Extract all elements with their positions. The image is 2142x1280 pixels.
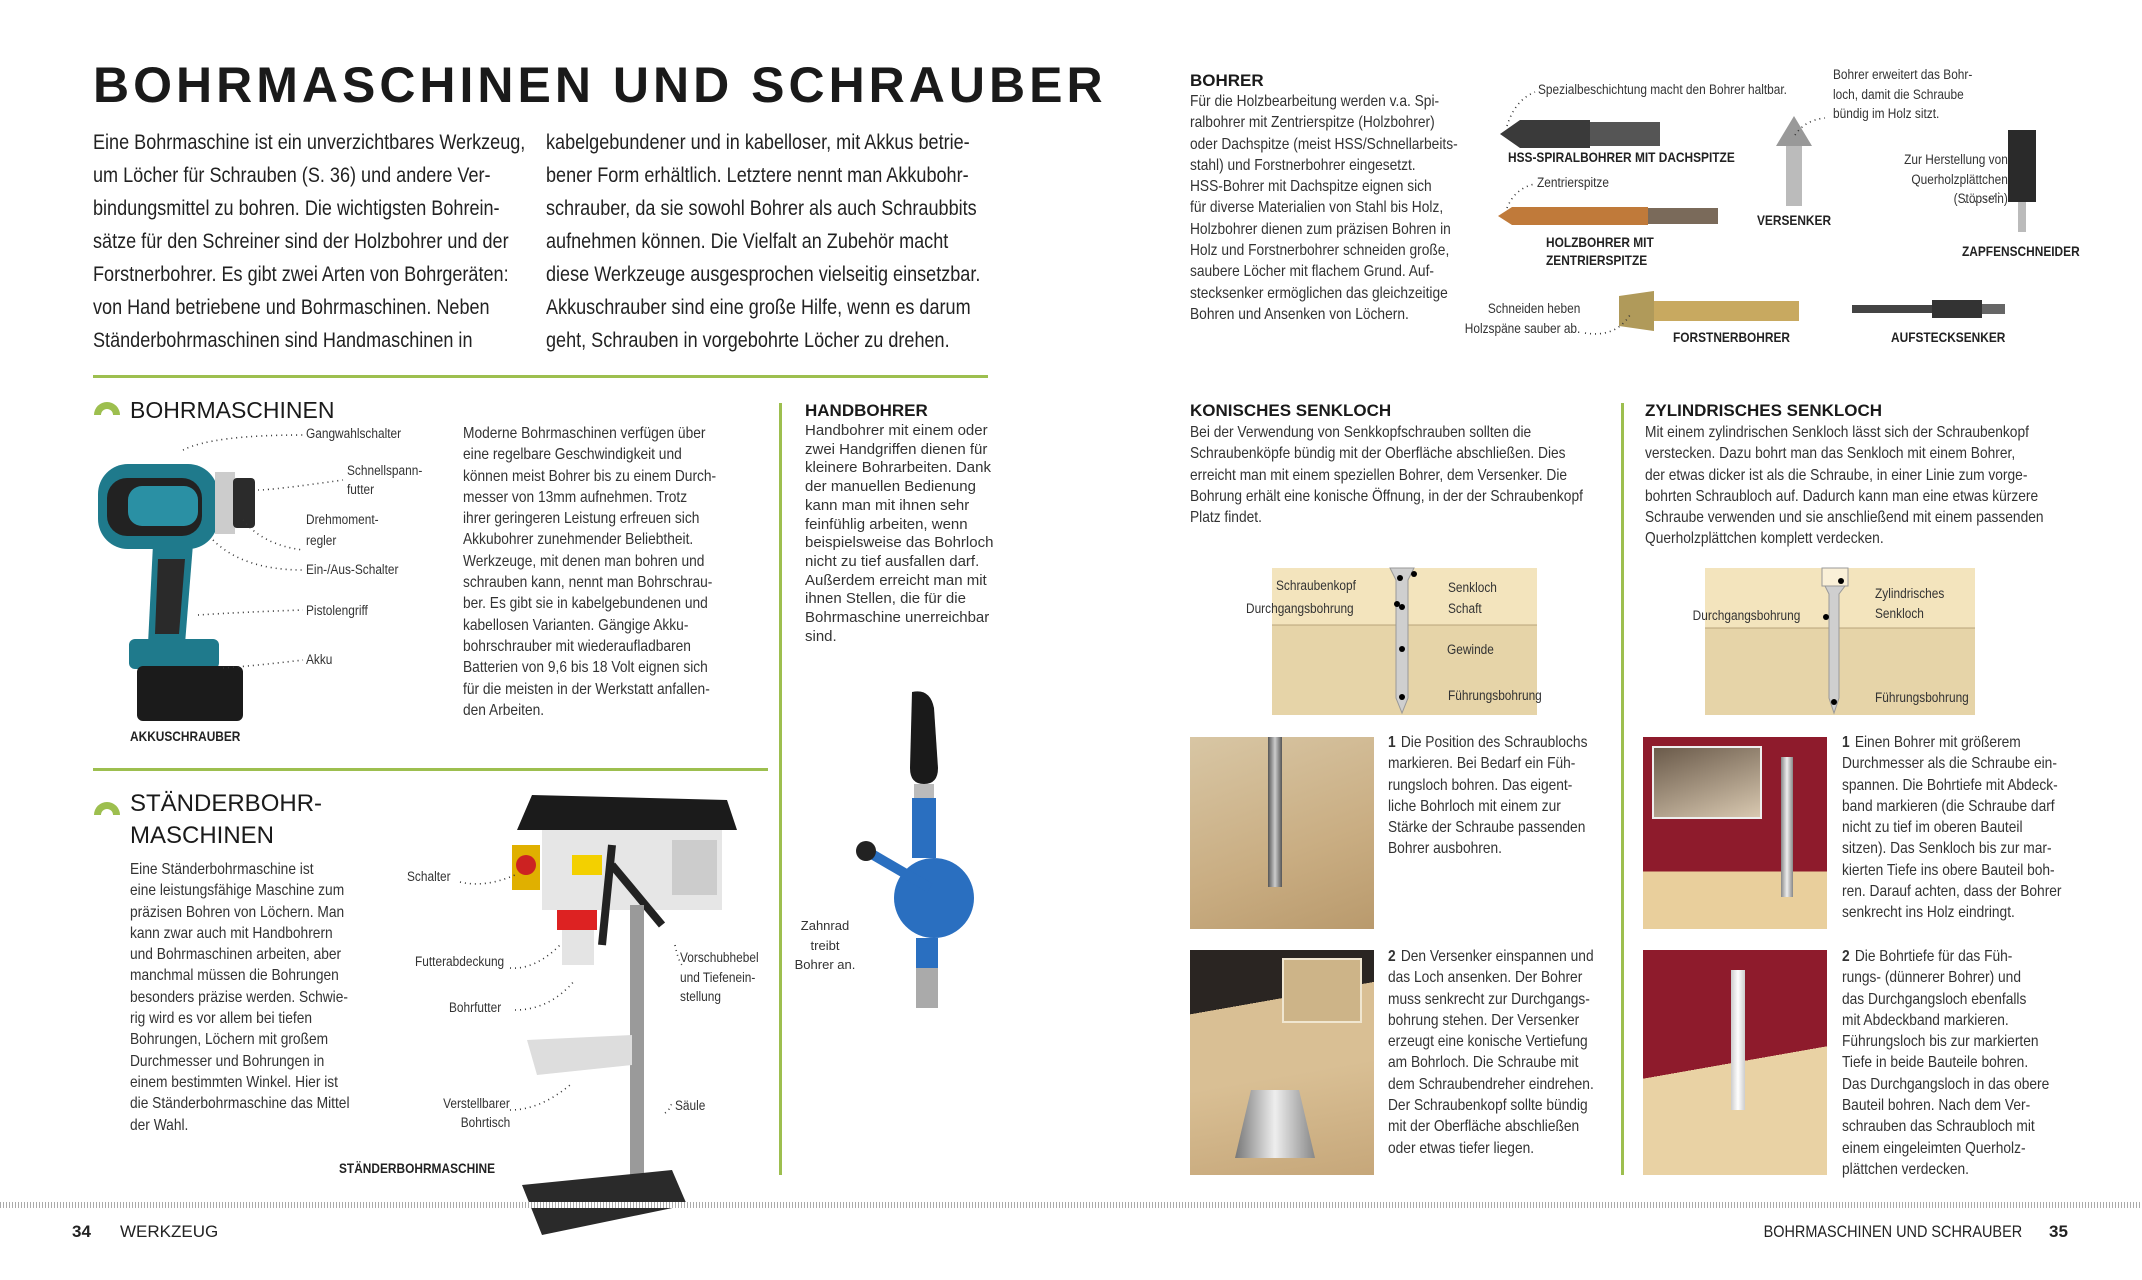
text-line: sitzen). Das Senkloch bis zur mar- <box>1842 840 2052 858</box>
text-line: bener Form erhältlich. Letztere nennt man Akkubohr- <box>546 164 969 187</box>
text-line: Durchmesser als die Schraube ein- <box>1842 755 2057 773</box>
text-line: Eine Bohrmaschine ist ein unverzichtbares Werkzeug, <box>93 131 526 154</box>
callout-lines-drill <box>93 430 323 680</box>
step-number: 1 <box>1388 734 1396 751</box>
text-line: bindungsmittel zu bohren. Die wichtigsten Bohrein- <box>93 197 500 220</box>
diagram-label-durchgangsbohrung: Durchgangsbohrung <box>1246 601 1354 616</box>
text-line: erzeugt eine konische Vertiefung <box>1388 1033 1588 1051</box>
text-line: Führungsloch bis zur markierten <box>1842 1033 2039 1051</box>
caption-forstnerbohrer: FORSTNERBOHRER <box>1673 329 1791 345</box>
text-line: diese Werkzeuge ausgesprochen vielseitig einsetzbar. <box>546 263 981 286</box>
note-herstellung <box>1904 150 2008 209</box>
text-line: können meist Bohrer bis zu einem Durch- <box>463 467 717 485</box>
text-line: Moderne Bohrmaschinen verfügen über <box>463 425 706 442</box>
text-line: am Bohrloch. Die Schraube mit <box>1388 1054 1579 1072</box>
handbohrer-body <box>805 422 993 646</box>
text-line: ihnen Stellen, die für die <box>805 590 966 608</box>
label-saeule: Säule <box>675 1098 706 1113</box>
label-schalter: Schalter <box>407 869 451 884</box>
diagram-label-senkloch: Senkloch <box>1448 580 1497 595</box>
text-line: Forstnerbohrer. Es gibt zwei Arten von Bohrgeräten: <box>93 263 509 286</box>
diagram-label-zylindrisches-1: Zylindrisches <box>1875 586 1945 601</box>
photo-countersinking <box>1190 950 1374 1175</box>
text-line: Für die Holzbearbeitung werden v.a. Spi- <box>1190 93 1440 110</box>
divider-vertical <box>779 403 782 1175</box>
text-line: Schneiden heben <box>1487 301 1580 316</box>
text-line: der Wahl. <box>130 1116 189 1134</box>
text-line: ber. Es gibt sie in kabelgebundenen und <box>463 595 708 613</box>
konisch-step-2 <box>1388 946 1594 1159</box>
label-zahnrad <box>780 916 870 975</box>
text-line: Bohrungen, Löchern mit großem <box>130 1031 329 1049</box>
divider <box>93 375 988 378</box>
text-line: stecksenker ermöglichen das gleichzeitige <box>1190 284 1448 302</box>
text-line: messer von 13mm aufnehmen. Trotz <box>463 488 688 506</box>
step-text <box>1388 946 1594 1159</box>
text-line: beispielsweise das Bohrloch <box>805 534 994 552</box>
text-line: das Loch ansenken. Der Bohrer <box>1388 969 1583 987</box>
text-line: einem eingeleimten Querholz- <box>1842 1139 2026 1157</box>
note-bohrer-erweitert <box>1833 65 1972 124</box>
intro-column-2 <box>546 126 980 357</box>
label-vorschubhebel-2: und Tiefenein- <box>680 970 756 985</box>
diagram-label-durchgangsbohrung: Durchgangsbohrung <box>1692 608 1800 623</box>
bohrer-body <box>1190 91 1458 325</box>
text-line: Akkubohrer zunehmender Beliebtheit. <box>463 531 694 549</box>
text-line: verstecken. Dazu bohrt man das Senkloch mit einem Bohrer, <box>1645 445 2016 463</box>
text-line: schrauben kann, nennt man Bohrschrau- <box>463 574 713 592</box>
label-bohrtisch-1: Verstellbarer <box>443 1096 510 1111</box>
text-line: HSS-Bohrer mit Dachspitze eignen sich <box>1190 178 1432 196</box>
label-bohrfutter: Bohrfutter <box>449 1000 502 1015</box>
text-line: der etwas dicker ist als die Schraube, in einer Linie zum vorge- <box>1645 466 2028 484</box>
divider <box>93 768 768 771</box>
zylindrisch-step-2 <box>1842 946 2049 1180</box>
text-line: schrauben das Schraubloch mit <box>1842 1118 2035 1136</box>
text-line: kabellosen Varianten. Gängige Akku- <box>463 616 689 634</box>
text-line: bündig im Holz sitzt. <box>1833 106 1940 121</box>
label-ein-aus-schalter: Ein-/Aus-Schalter <box>306 562 399 577</box>
text-line: eine leistungsfähige Maschine zum <box>130 882 345 900</box>
diagram-label-schaft: Schaft <box>1448 601 1482 616</box>
text-line: bohrung stehen. Der Versenker <box>1388 1011 1580 1029</box>
text-line: ralbohrer mit Zentrierspitze (Holzbohrer) <box>1190 114 1435 132</box>
text-line: erreicht man mit einem speziellen Bohrer, dem Versenker. Die <box>1190 466 1568 484</box>
text-line: Zur Herstellung von <box>1904 152 2008 167</box>
intro-column-1 <box>93 126 525 357</box>
text-line: Querholzplättchen <box>1911 171 2008 187</box>
text-line: mit der Oberfläche abschließen <box>1388 1118 1580 1136</box>
text-line: kann man mit ihnen sehr <box>805 496 970 514</box>
page-title: BOHRMASCHINEN UND SCHRAUBER <box>93 57 1107 113</box>
section-heading-handbohrer: HANDBOHRER <box>805 401 928 420</box>
text-line: einem bestimmten Winkel. Hier ist <box>130 1073 338 1091</box>
text-line: mit Abdeckband markieren. <box>1842 1011 2009 1029</box>
text-line: geht, Schrauben in vorgebohrte Löcher zu drehen. <box>546 329 950 352</box>
text-line: die Ständerbohrmaschine das Mittel <box>130 1095 350 1113</box>
photo-counterbore-drilling <box>1643 737 1827 929</box>
label-drehmomentregler-2: regler <box>306 533 337 548</box>
text-line: Holzbohrer dienen zum präzisen Bohren in <box>1190 220 1451 238</box>
label-schnellspannfutter-1: Schnellspann- <box>347 463 423 478</box>
diagram-label-gewinde: Gewinde <box>1447 642 1494 657</box>
bohrmaschinen-body <box>463 423 716 721</box>
caption-holzbohrer-2: ZENTRIERSPITZE <box>1546 252 1648 268</box>
text-line: treibt <box>810 937 840 953</box>
text-line: eine regelbare Geschwindigkeit und <box>463 446 682 464</box>
text-line: Zahnrad <box>800 918 850 933</box>
text-line: für die meisten in der Werkstatt anfallen- <box>463 680 710 698</box>
text-line: loch, damit die Schraube <box>1833 86 1964 102</box>
step-number: 2 <box>1388 948 1396 965</box>
label-pistolengriff: Pistolengriff <box>306 603 368 618</box>
text-line: Der Schraubenkopf sollte bündig <box>1388 1097 1588 1115</box>
text-line: den Arbeiten. <box>463 701 545 719</box>
text-line: um Löcher für Schrauben (S. 36) und andere Ver- <box>93 164 491 187</box>
text-line: band markieren (die Schraube darf <box>1842 797 2055 815</box>
caption-staenderbohrmaschine: STÄNDERBOHRMASCHINE <box>339 1160 496 1176</box>
text-line: Platz findet. <box>1190 509 1262 527</box>
text-line: Einen Bohrer mit größerem <box>1854 734 2021 751</box>
saw-blade-icon <box>93 398 121 416</box>
text-line: manchmal müssen die Bohrungen <box>130 967 339 985</box>
konisch-step-1 <box>1388 732 1588 860</box>
text-line: zwei Handgriffen dienen für <box>805 440 988 458</box>
section-heading-staender-1: STÄNDERBOHR- <box>130 790 323 817</box>
section-heading-bohrer: BOHRER <box>1190 71 1264 90</box>
section-heading-konisch: KONISCHES SENKLOCH <box>1190 401 1392 420</box>
text-line: Eine Ständerbohrmaschine ist <box>130 861 314 878</box>
zylindrisch-body <box>1645 422 2044 550</box>
section-heading-staender-2: MASCHINEN <box>130 822 275 849</box>
caption-aufstecksenker: AUFSTECKSENKER <box>1891 329 2006 345</box>
text-line: Bauteil bohren. Nach dem Ver- <box>1842 1097 2031 1115</box>
text-line: Bohrung erhält eine konische Öffnung, in der der Schraubenkopf <box>1190 487 1583 505</box>
label-futterabdeckung: Futterabdeckung <box>415 954 505 969</box>
text-line: stahl) und Forstnerbohrer eingesetzt. <box>1190 156 1416 174</box>
text-line: sind. <box>805 627 837 645</box>
text-line: sätze für den Schreiner sind der Holzbohrer und der <box>93 230 509 253</box>
zylindrisch-step-1 <box>1842 732 2062 924</box>
text-line: Bei der Verwendung von Senkkopfschrauben sollten die <box>1190 424 1532 441</box>
caption-hss-spiralbohrer: HSS-SPIRALBOHRER MIT DACHSPITZE <box>1508 149 1735 165</box>
text-line: oder Dachspitze (meist HSS/Schnellarbeits- <box>1190 135 1458 153</box>
step-number: 1 <box>1842 734 1850 751</box>
text-line: Die Bohrtiefe für das Füh- <box>1854 948 2013 965</box>
text-line: und Bohrmaschinen arbeiten, aber <box>130 946 342 964</box>
step-number: 2 <box>1842 948 1850 965</box>
step-text <box>1842 946 2049 1180</box>
text-line: kierten Tiefe ins obere Bauteil boh- <box>1842 861 2055 879</box>
text-line: für diverse Materialien von Stahl bis Holz, <box>1190 199 1444 217</box>
text-line: dem Schraubendreher eindrehen. <box>1388 1075 1594 1093</box>
label-vorschubhebel-1: Vorschubhebel <box>680 950 759 965</box>
text-line: ren. Darauf achten, dass der Bohrer <box>1842 883 2062 901</box>
text-line: Bohrer an. <box>794 957 856 972</box>
text-line: Den Versenker einspannen und <box>1400 948 1594 965</box>
text-line: Querholzplättchen komplett verdecken. <box>1645 530 1884 548</box>
text-line: Bohren und Ansenken von Löchern. <box>1190 305 1409 323</box>
label-gangwahlschalter: Gangwahlschalter <box>306 426 402 441</box>
text-line: kann zwar auch mit Handbohrern <box>130 924 333 942</box>
label-bohrtisch-2: Bohrtisch <box>460 1115 510 1130</box>
text-line: markieren. Bei Bedarf ein Füh- <box>1388 755 1576 773</box>
caption-akkuschrauber: AKKUSCHRAUBER <box>130 728 241 744</box>
text-line: Bohrmaschine unerreichbar <box>805 609 990 627</box>
running-head-left: WERKZEUG <box>120 1222 219 1241</box>
photo-drilling-hole <box>1190 737 1374 929</box>
diagram-label-fuehrungsbohrung: Führungsbohrung <box>1448 688 1542 703</box>
konisch-body <box>1190 422 1583 528</box>
text-line: Bohrer ausbohren. <box>1388 840 1502 858</box>
step-text <box>1842 732 2062 924</box>
text-line: nicht zu tief im oberen Bauteil <box>1842 819 2023 837</box>
text-line: das Durchgangsloch ebenfalls <box>1842 990 2027 1008</box>
text-line: präzisen Bohren von Löchern. Man <box>130 903 345 921</box>
text-line: nicht zu tief ausfallen darf. <box>805 552 980 570</box>
text-line: senkrecht ins Holz eindringt. <box>1842 904 2015 922</box>
text-line: Außerdem erreicht man mit <box>805 571 987 589</box>
footer-rule <box>0 1202 2142 1208</box>
divider-vertical <box>1621 403 1624 1175</box>
text-line: kabelgebundener und in kabelloser, mit Akkus betrie- <box>546 131 970 154</box>
diagram-label-zylindrisches-2: Senkloch <box>1875 606 1924 621</box>
text-line: oder etwas tiefer liegen. <box>1388 1139 1535 1157</box>
text-line: Handbohrer mit einem oder <box>805 422 988 439</box>
text-line: Akkuschrauber sind eine große Hilfe, wenn es darum <box>546 296 971 319</box>
section-heading-bohrmaschinen: BOHRMASCHINEN <box>130 397 335 423</box>
text-line: Bohrer erweitert das Bohr- <box>1833 67 1973 82</box>
text-line: Das Durchgangsloch in das obere <box>1842 1075 2050 1093</box>
text-line: Holzspäne sauber ab. <box>1464 320 1580 336</box>
label-vorschubhebel-3: stellung <box>680 989 721 1004</box>
caption-versenker: VERSENKER <box>1757 212 1832 228</box>
text-line: liche Bohrloch mit einem zur <box>1388 797 1561 815</box>
label-schnellspannfutter-2: futter <box>347 482 375 497</box>
text-line: Batterien von 9,6 bis 18 Volt eignen sich <box>463 659 708 677</box>
caption-zapfenschneider: ZAPFENSCHNEIDER <box>1962 243 2080 259</box>
text-line: saubere Löcher mit flachem Grund. Auf- <box>1190 263 1434 281</box>
text-line: rig wird es vor allem bei tiefen <box>130 1010 313 1028</box>
running-head-right: BOHRMASCHINEN UND SCHRAUBER <box>1763 1222 2022 1241</box>
text-line: Werkzeuge, mit denen man bohren und <box>463 552 705 570</box>
saw-blade-icon <box>93 798 121 816</box>
label-drehmomentregler-1: Drehmoment- <box>306 512 379 527</box>
text-line: (Stöpseln) <box>1953 191 2008 206</box>
page-number-left: 34 <box>72 1222 91 1241</box>
text-line: schrauber, da sie sowohl Bohrer als auch Schraubbits <box>546 197 977 220</box>
text-line: Durchmesser und Bohrungen in <box>130 1052 325 1070</box>
text-line: feinfühlig arbeiten, wenn <box>805 515 968 533</box>
section-heading-zylindrisch: ZYLINDRISCHES SENKLOCH <box>1645 401 1883 420</box>
diagram-label-schraubenkopf: Schraubenkopf <box>1276 578 1356 593</box>
text-line: ihrer geringeren Leistung erfreuen sich <box>463 510 700 528</box>
text-line: Die Position des Schraublochs <box>1400 734 1588 751</box>
hand-drill-image <box>850 688 990 1236</box>
text-line: Mit einem zylindrischen Senkloch lässt sich der Schraubenkopf <box>1645 424 2029 441</box>
text-line: bohrten Schraubloch auf. Dadurch kann man eine etwas kürzere <box>1645 487 2039 505</box>
text-line: bohrschrauber mit wiederaufladbaren <box>463 637 691 655</box>
text-line: Tiefe in beide Bauteile bohren. <box>1842 1054 2029 1072</box>
text-line: von Hand betriebene und Bohrmaschinen. Neben <box>93 296 490 319</box>
text-line: der manuellen Bedienung <box>805 478 976 496</box>
page-number-right: 35 <box>2049 1222 2068 1241</box>
text-line: kleinere Bohrarbeiten. Dank <box>805 459 991 477</box>
text-line: aufnehmen können. Die Vielfalt an Zubehör macht <box>546 230 949 253</box>
text-line: muss senkrecht zur Durchgangs- <box>1388 990 1590 1008</box>
photo-pilot-hole-drilling <box>1643 950 1827 1175</box>
diagram-label-fuehrungsbohrung: Führungsbohrung <box>1875 690 1969 705</box>
label-akku: Akku <box>306 652 333 667</box>
text-line: Schraubenköpfe bündig mit der Oberfläche abschließen. Dies <box>1190 445 1566 463</box>
text-line: Ständerbohrmaschinen sind Handmaschinen in <box>93 329 473 352</box>
text-line: Holz und Forstnerbohrer schneiden große, <box>1190 242 1450 260</box>
text-line: Schraube verwenden und sie anschließend mit einem passenden <box>1645 509 2044 527</box>
text-line: besonders präzise werden. Schwie- <box>130 988 348 1006</box>
text-line: spannen. Die Bohrtiefe mit Abdeck- <box>1842 776 2058 794</box>
text-line: rungs- (dünnerer Bohrer) und <box>1842 969 2021 987</box>
step-text <box>1388 732 1588 860</box>
note-zentrierspitze: Zentrierspitze <box>1537 175 1609 190</box>
text-line: Stärke der Schraube passenden <box>1388 819 1586 837</box>
staender-body <box>130 859 350 1136</box>
text-line: plättchen verdecken. <box>1842 1160 1969 1178</box>
text-line: rungsloch bohren. Das eigent- <box>1388 776 1573 794</box>
note-spezialbeschichtung: Spezialbeschichtung macht den Bohrer haltbar. <box>1538 82 1787 97</box>
caption-holzbohrer-1: HOLZBOHRER MIT <box>1546 234 1654 250</box>
note-schneiden-heben <box>1464 299 1580 338</box>
